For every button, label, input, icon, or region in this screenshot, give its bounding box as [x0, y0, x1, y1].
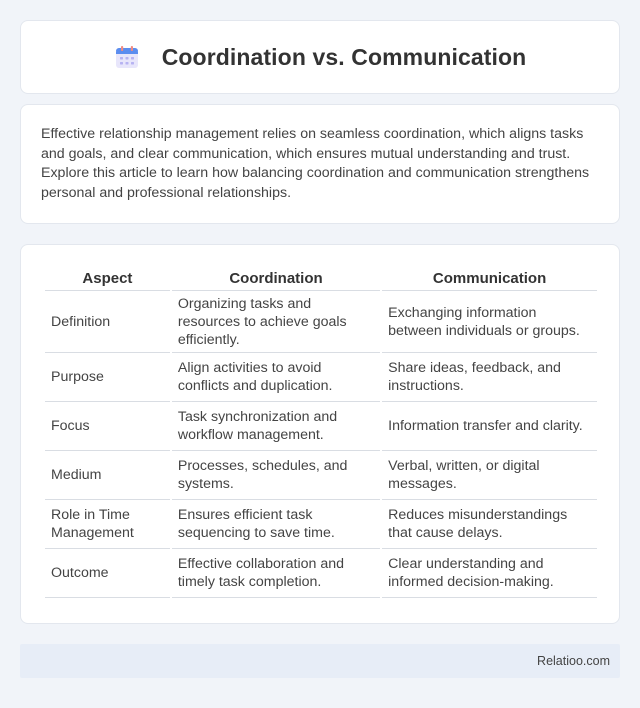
intro-paragraph: Effective relationship management relies on seamless coordination, which aligns tasks and goals, and clear communication, which ensures mutual understanding and trust. Explore this article to learn how balancing coordination and communication strengthens personal and professional relationships. — [41, 126, 590, 201]
aspect-cell: Definition — [45, 291, 170, 353]
header-coordination: Coordination — [172, 267, 380, 291]
table-row — [45, 353, 597, 402]
title-wrap — [114, 44, 527, 71]
page-title: Coordination vs. Communication — [161, 43, 527, 70]
table-header-row — [45, 267, 597, 291]
communication-cell: Clear understanding and informed decision-making. — [382, 549, 597, 598]
footer-brand-link[interactable]: Relatioo.com — [537, 654, 610, 668]
coordination-cell: Align activities to avoid conflicts and duplication. — [172, 353, 380, 402]
communication-cell: Information transfer and clarity. — [382, 402, 597, 451]
aspect-cell: Outcome — [45, 549, 170, 598]
table-row — [45, 402, 597, 451]
coordination-cell: Task synchronization and workflow management. — [172, 402, 380, 451]
header-aspect: Aspect — [45, 267, 170, 291]
coordination-cell: Effective collaboration and timely task completion. — [172, 549, 380, 598]
communication-cell: Verbal, written, or digital messages. — [382, 451, 597, 500]
table-row — [45, 500, 597, 549]
communication-cell: Exchanging information between individuals or groups. — [382, 291, 597, 353]
coordination-cell: Ensures efficient task sequencing to save time. — [172, 500, 380, 549]
communication-cell: Reduces misunderstandings that cause delays. — [382, 500, 597, 549]
communication-cell: Share ideas, feedback, and instructions. — [382, 353, 597, 402]
title-card — [20, 20, 620, 94]
comparison-table — [43, 267, 599, 598]
table-row — [45, 291, 597, 353]
aspect-cell: Purpose — [45, 353, 170, 402]
calendar-icon — [114, 44, 140, 70]
intro-card — [20, 104, 620, 224]
coordination-cell: Organizing tasks and resources to achieve goals efficiently. — [172, 291, 380, 353]
coordination-cell: Processes, schedules, and systems. — [172, 451, 380, 500]
aspect-cell: Medium — [45, 451, 170, 500]
table-row — [45, 451, 597, 500]
header-communication: Communication — [382, 267, 597, 291]
aspect-cell: Focus — [45, 402, 170, 451]
table-row — [45, 549, 597, 598]
comparison-card — [20, 244, 620, 624]
footer — [20, 644, 620, 678]
aspect-cell: Role in Time Management — [45, 500, 170, 549]
